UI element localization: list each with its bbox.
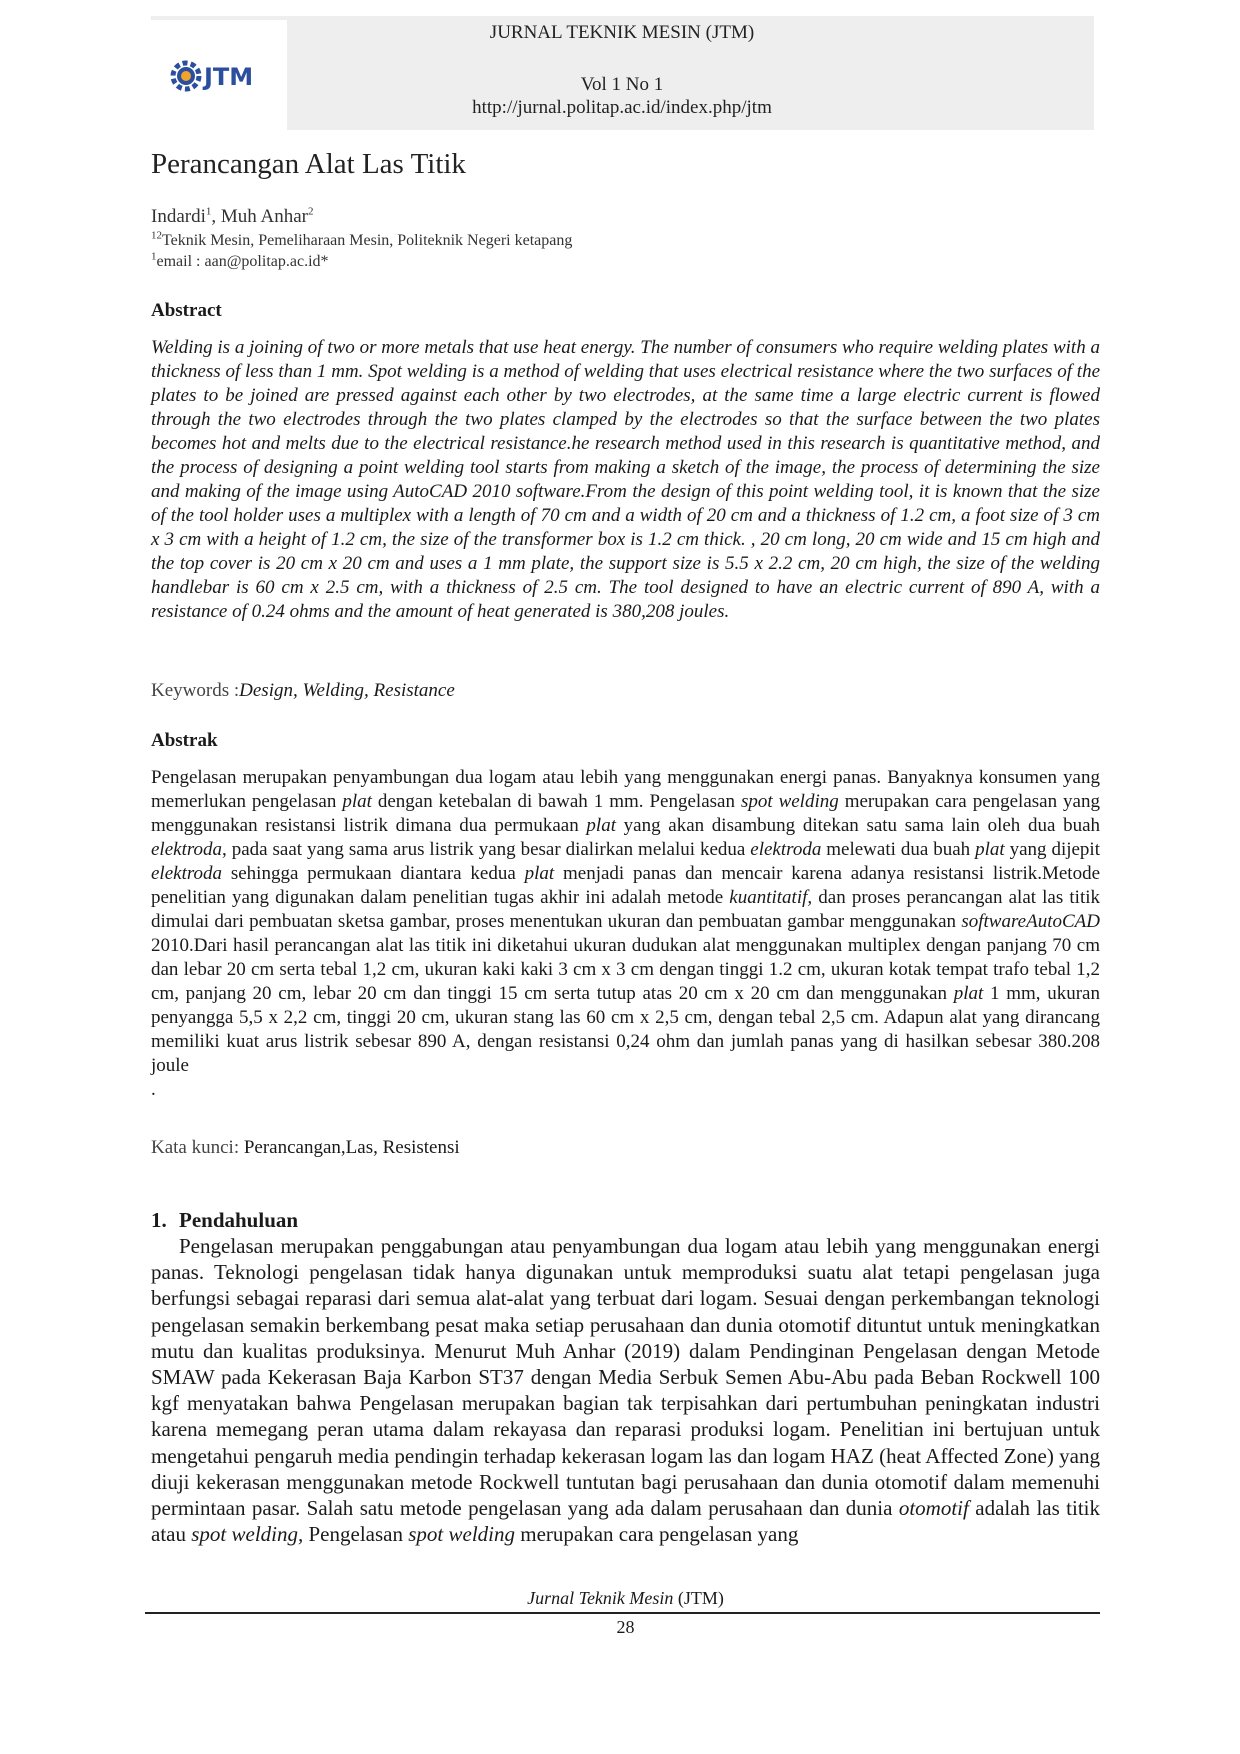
keywords-value: Design, Welding, Resistance [239,680,455,701]
abstract-english: Welding is a joining of two or more metals that use heat energy. The number of consumers who require welding plates with a thickness of less than 1 mm. Spot welding is a method of welding that uses electrical resistance where the two surfaces of the plates to be joined are pressed against each other by two electrodes, at the same time a large electric current is flowed through the two electrodes through the two plates clamped by the electrodes so that the surface between the two plates becomes hot and melts due to the electrical resistance.he research method used in this research is quantitative method, and the process of designing a point welding tool starts from making a sketch of the image, the process of determining the size and making of the image using AutoCAD 2010 software.From the design of this point welding tool, it is known that the size of the tool holder uses a multiplex with a length of 70 cm and a width of 20 cm and a thickness of 1.2 cm, a foot size of 3 cm x 3 cm with a height of 1.2 cm, the size of the transformer box is 1.2 cm thick. , 20 cm long, 20 cm wide and 15 cm high and the top cover is 20 cm x 20 cm and uses a 1 mm plate, the support size is 5.5 x 2.2 cm, 20 cm high, the size of the welding handlebar is 60 cm x 2.5 cm, with a thickness of 2.5 cm. The tool designed to have an electric current of 890 A, with a resistance of 0.24 ohms and the amount of heat generated is 380,208 joules. [151,337,1100,622]
kata-kunci-value: Perancangan,Las, Resistensi [243,1137,460,1158]
email-text[interactable]: email : aan@politap.ac.id* [156,253,329,270]
footer-divider [145,1612,1100,1614]
section-number: 1. [151,1208,167,1232]
footer-journal-name: Jurnal Teknik Mesin [527,1588,674,1608]
keywords-label: Keywords : [151,680,240,701]
footer-journal-abbr: (JTM) [673,1588,724,1608]
email-line [151,250,329,271]
jtm-logo-icon [168,56,268,96]
article-title: Perancangan Alat Las Titik [151,148,466,180]
affiliation [151,229,573,250]
logo-text: JTM [204,63,254,91]
abstrak-heading: Abstrak [151,730,218,751]
section-body: Pengelasan merupakan penggabungan atau penyambungan dua logam atau lebih yang menggunakan energi panas. Teknologi pengelasan tidak hanya digunakan untuk memproduksi suatu alat tetapi pengelasan juga berfungsi sebagai reparasi dari semua alat-alat yang terbuat dari logam. Sesuai dengan perkembangan teknologi pengelasan semakin berkembang pesat maka setiap perusahaan dan dunia otomotif dituntut untuk meningkatkan mutu dan kualitas produksinya. Menurut Muh Anhar (2019) dalam Pendinginan Pengelasan dengan Metode SMAW pada Kekerasan Baja Karbon ST37 dengan Media Serbuk Semen Abu-Abu pada Beban Rockwell 100 kgf menyatakan bahwa Pengelasan merupakan bagian tak terpisahkan dari pertumbuhan peningkatan industri karena memegang peran utama dalam rekayasa dan reparasi produksi logam. Penelitian ini bertujuan untuk mengetahui pengaruh media pendingin terhadap kekerasan logam las dan logam HAZ (heat Affected Zone) yang diuji kekerasan menggunakan metode Rockwell tuntutan bagi perusahaan dan dunia otomotif dalam memenuhi permintaan pasar. Salah satu metode pengelasan yang ada dalam perusahaan dan dunia otomotif adalah las titik atau spot welding, Pengelasan spot welding merupakan cara pengelasan yang [151,1234,1100,1547]
section-heading [151,1208,298,1233]
author-2-sup: 2 [307,205,314,218]
authors [151,206,313,228]
affiliation-sup: 12 [151,229,162,242]
author-1: Indardi [151,206,206,227]
author-1-sup: 1 [205,205,212,218]
keywords-line [151,680,455,702]
affiliation-text: Teknik Mesin, Pemeliharaan Mesin, Politeknik Negeri ketapang [162,232,573,249]
section-title: Pendahuluan [179,1208,299,1232]
kata-kunci-line [151,1137,460,1159]
abstract-heading: Abstract [151,300,222,321]
abstract-indonesian: Pengelasan merupakan penyambungan dua logam atau lebih yang menggunakan energi panas. Banyaknya konsumen yang memerlukan pengelasan plat dengan ketebalan di bawah 1 mm. Pengelasan spot welding merupakan cara pengelasan yang menggunakan resistansi listrik dimana dua permukaan plat yang akan disambung ditekan satu sama lain oleh dua buah elektroda, pada saat yang sama arus listrik yang besar dialirkan melalui kedua elektroda melewati dua buah plat yang dijepit elektroda sehingga permukaan diantara kedua plat menjadi panas dan mencair karena adanya resistansi listrik.Metode penelitian yang digunakan dalam penelitian tugas akhir ini adalah metode kuantitatif, dan proses perancangan alat las titik dimulai dari pembuatan sketsa gambar, proses menentukan ukuran dan pembuatan gambar menggunakan softwareAutoCAD 2010.Dari hasil perancangan alat las titik ini diketahui ukuran dudukan alat menggunakan multiplex dengan panjang 70 cm dan lebar 20 cm serta tebal 1,2 cm, ukuran kaki kaki 3 cm x 3 cm dengan tinggi 1.2 cm, ukuran kotak tempat trafo tebal 1,2 cm, panjang 20 cm, lebar 20 cm dan tinggi 15 cm serta tutup atas 20 cm x 20 cm dan menggunakan plat 1 mm, ukuran penyangga 5,5 x 2,2 cm, tinggi 20 cm, ukuran stang las 60 cm x 2,5 cm, dengan tebal 2,5 cm. Adapun alat yang dirancang memiliki kuat arus listrik sebesar 890 A, dengan resistansi 0,24 ohm dan jumlah panas yang di hasilkan sebesar 380.208 joule . [151,767,1101,1100]
email-sup: 1 [151,250,157,263]
footer-journal [151,1588,1100,1609]
kata-kunci-label: Kata kunci: [151,1137,244,1158]
journal-url[interactable]: http://jurnal.politap.ac.id/index.php/jtm [472,97,772,118]
author-2: , Muh Anhar [211,206,308,227]
journal-name: JURNAL TEKNIK MESIN (JTM) [489,22,755,43]
journal-volume: Vol 1 No 1 [580,74,664,95]
page-number: 28 [616,1617,635,1637]
